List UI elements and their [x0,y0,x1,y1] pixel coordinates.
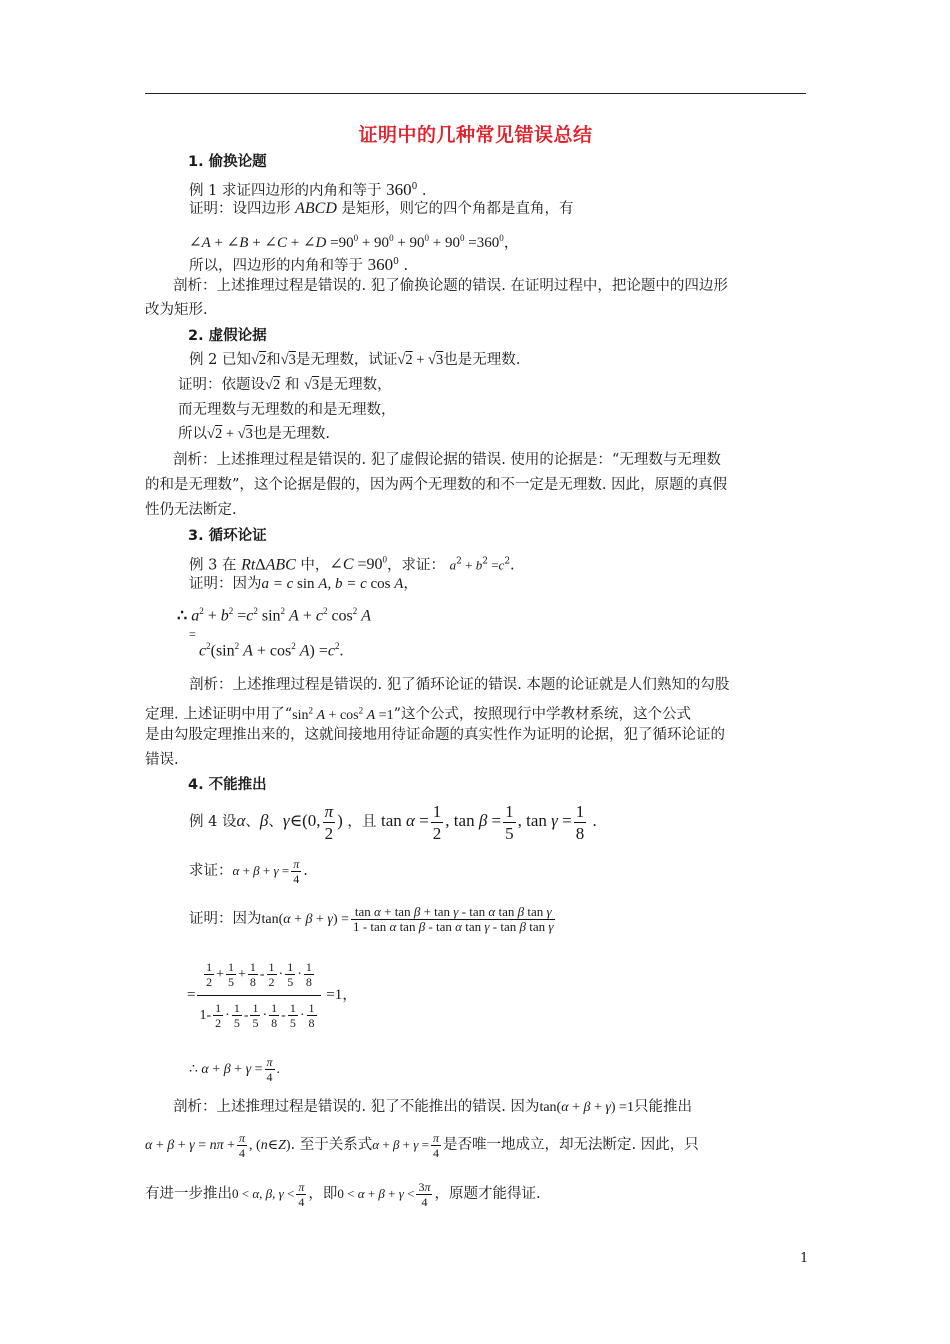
section-1-heading: 1. 偷换论题 [188,154,267,170]
prove-4: 求证：α + β + γ = $\frac{\pi}{4}$ . [189,856,308,886]
analysis-2-line-3: 性仍无法断定. [145,502,237,518]
proof-2-line-3: 所以√2 + √3也是无理数. [178,426,330,442]
proof-4-line-3: ∴ α + β + γ = $\frac{\pi}{4}$ . [189,1055,281,1085]
proof-3-line-2: ∴ $a^2 + b^2 =c^2$ $\sin^2 A + c^2$ $\cos^2 A$ [177,606,372,625]
proof-1-conclusion: 所以，四边形的内角和等于 $360^0$ . [189,254,409,274]
analysis-3-line-2: 定理. 上述证明中用了“$\sin^2$ $A + \cos^2 A =1$”这个公式，按照现行中学教材系统，这个公式 [145,705,691,723]
example-2: 例 2 已知√2和√3是无理数，试证√2 + √3也是无理数. [189,352,521,368]
analysis-3-line-1: 剖析：上述推理过程是错误的. 犯了循环论证的错误. 本题的论证就是人们熟知的勾股 [189,677,730,693]
analysis-1-line-2: 改为矩形. [145,302,208,318]
proof-1-formula: ∠A + ∠B + ∠C + ∠D $=90^0 + 90^0 + 90^0 + 90^0 =360^0$， [189,233,519,251]
analysis-2-line-2: 的和是无理数”，这个论据是假的，因为两个无理数的和不一定是无理数. 因此，原题的真假 [145,477,728,493]
proof-4-line-2: = $\frac{1}{2}$ + $\frac{1}{5}$ + $\frac{1}{8}$ - $\frac{1}{2}$ · $\frac{1}{5}$ · $\frac{1}{8}$ 1- $\frac{1}{2}$ · $\frac{1}{5}$ - $\frac{1}{5}$ · $\frac{1}{8}$ - $\frac{1}{5}$ · $\frac{1}{8}$ =1， [187,950,357,1040]
analysis-4-line-3: 有进一步推出0 < α, β, γ < $\frac{\pi}{4}$ ，即0 < α + β + γ < $\frac{3\pi}{4}$ ，原题才能得证. [145,1179,541,1209]
analysis-1-line-1: 剖析：上述推理过程是错误的. 犯了偷换论题的错误. 在证明过程中，把论题中的四边形 [173,278,728,294]
proof-1-line-1: 证明：设四边形 ABCD 是矩形，则它的四个角都是直角，有 [189,200,574,217]
proof-3-line-3: $c^2(\sin^2$ $A + \cos^2 A) =c^2$. [199,641,344,660]
section-3-heading: 3. 循环论证 [188,528,267,544]
example-4: 例 4 设α、β、γ∈(0, $\frac{\pi}{2}$ ) ，且 tan α = $\frac{1}{2}$ , tan β = $\frac{1}{5}$ , tan γ = $\frac{1}{8}$ . [189,801,597,843]
analysis-3-line-3: 是由勾股定理推出来的，这就间接地用待证命题的真实性作为证明的论据，犯了循环论证的 [145,727,725,743]
example-1: 例 1 求证四边形的内角和等于 $360^0$ . [189,179,427,199]
section-2-heading: 2. 虚假论据 [188,328,267,344]
proof-4-line-1: 证明：因为tan(α + β + γ) = $\frac{\text{tan α + tan β + tan γ - tan α tan β tan γ}}{\text{1 - tan α tan β - tan α tan γ - tan β tan γ}}$ [189,903,554,934]
section-4-heading: 4. 不能推出 [188,777,267,793]
analysis-4-line-2: α + β + γ = nπ + $\frac{\pi}{4}$ , (n∈Z). 至于关系式α + β + γ = $\frac{\pi}{4}$ 是否唯一地成立，却无法断定. 因此，只 [145,1130,699,1160]
proof-2-line-2: 而无理数与无理数的和是无理数， [178,402,396,418]
proof-2-line-1: 证明：依题设√2 和 √3是无理数， [178,377,392,393]
page-title: 证明中的几种常见错误总结 [358,124,593,146]
analysis-2-line-1: 剖析：上述推理过程是错误的. 犯了虚假论据的错误. 使用的论据是：“无理数与无理数 [173,452,721,468]
proof-3-equal: = [189,627,196,641]
example-3: 例 3 在 RtΔABC 中，∠C $=90^0$，求证： $a^2 + b^2 =c^2$. [189,555,515,574]
proof-3-line-1: 证明：因为a = c sin A, b = c cos A， [189,576,418,592]
header-rule [145,93,806,94]
analysis-3-line-4: 错误. [145,752,179,768]
page-number: 1 [800,1251,809,1266]
analysis-4-line-1: 剖析：上述推理过程是错误的. 犯了不能推出的错误. 因为tan(α + β + γ) =1只能推出 [173,1099,692,1115]
